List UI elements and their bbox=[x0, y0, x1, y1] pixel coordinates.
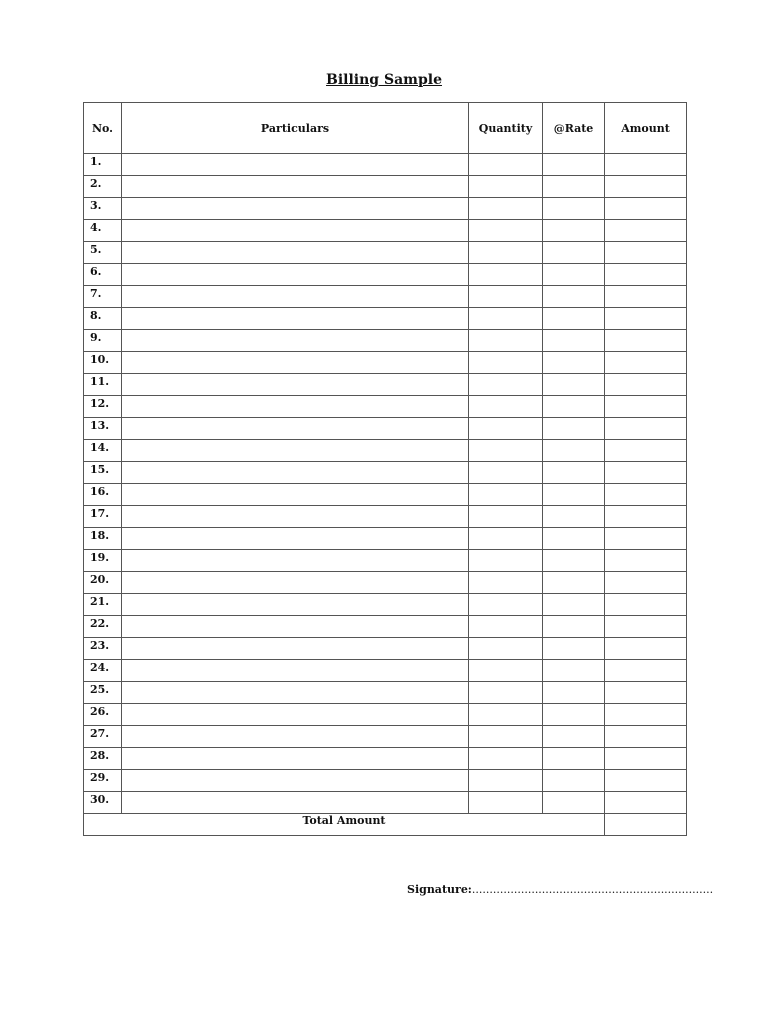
quantity-cell bbox=[469, 198, 543, 220]
rate-cell bbox=[543, 418, 605, 440]
amount-cell bbox=[605, 726, 687, 748]
table-row bbox=[84, 594, 687, 616]
particulars-cell bbox=[122, 528, 469, 550]
quantity-cell bbox=[469, 286, 543, 308]
quantity-cell bbox=[469, 748, 543, 770]
table-row bbox=[84, 264, 687, 286]
particulars-cell bbox=[122, 154, 469, 176]
table-row bbox=[84, 638, 687, 660]
quantity-cell bbox=[469, 352, 543, 374]
particulars-cell bbox=[122, 176, 469, 198]
row-number: 9. bbox=[84, 330, 122, 352]
row-number: 7. bbox=[84, 286, 122, 308]
rate-cell bbox=[543, 286, 605, 308]
amount-cell bbox=[605, 374, 687, 396]
particulars-cell bbox=[122, 308, 469, 330]
rate-cell bbox=[543, 154, 605, 176]
particulars-cell bbox=[122, 572, 469, 594]
quantity-cell bbox=[469, 264, 543, 286]
row-number: 20. bbox=[84, 572, 122, 594]
row-number: 26. bbox=[84, 704, 122, 726]
rate-cell bbox=[543, 484, 605, 506]
signature-dots: ..................................................................... bbox=[471, 883, 714, 896]
quantity-cell bbox=[469, 792, 543, 814]
amount-cell bbox=[605, 704, 687, 726]
amount-cell bbox=[605, 220, 687, 242]
table-row bbox=[84, 770, 687, 792]
amount-cell bbox=[605, 176, 687, 198]
table-row bbox=[84, 220, 687, 242]
particulars-cell bbox=[122, 506, 469, 528]
particulars-cell bbox=[122, 352, 469, 374]
signature-label: Signature: bbox=[407, 883, 472, 896]
quantity-cell bbox=[469, 440, 543, 462]
amount-cell bbox=[605, 484, 687, 506]
particulars-cell bbox=[122, 242, 469, 264]
rate-cell bbox=[543, 506, 605, 528]
table-row bbox=[84, 748, 687, 770]
amount-cell bbox=[605, 616, 687, 638]
rate-cell bbox=[543, 440, 605, 462]
quantity-cell bbox=[469, 462, 543, 484]
table-row bbox=[84, 352, 687, 374]
header-no: No. bbox=[84, 103, 122, 154]
particulars-cell bbox=[122, 264, 469, 286]
quantity-cell bbox=[469, 154, 543, 176]
table-row bbox=[84, 726, 687, 748]
amount-cell bbox=[605, 748, 687, 770]
table-row bbox=[84, 682, 687, 704]
quantity-cell bbox=[469, 770, 543, 792]
table-row bbox=[84, 396, 687, 418]
amount-cell bbox=[605, 638, 687, 660]
rate-cell bbox=[543, 594, 605, 616]
row-number: 16. bbox=[84, 484, 122, 506]
particulars-cell bbox=[122, 770, 469, 792]
amount-cell bbox=[605, 242, 687, 264]
row-number: 13. bbox=[84, 418, 122, 440]
amount-cell bbox=[605, 572, 687, 594]
row-number: 17. bbox=[84, 506, 122, 528]
quantity-cell bbox=[469, 660, 543, 682]
rate-cell bbox=[543, 616, 605, 638]
particulars-cell bbox=[122, 484, 469, 506]
particulars-cell bbox=[122, 440, 469, 462]
particulars-cell bbox=[122, 616, 469, 638]
particulars-cell bbox=[122, 374, 469, 396]
quantity-cell bbox=[469, 704, 543, 726]
row-number: 18. bbox=[84, 528, 122, 550]
amount-cell bbox=[605, 550, 687, 572]
row-number: 23. bbox=[84, 638, 122, 660]
quantity-cell bbox=[469, 484, 543, 506]
rate-cell bbox=[543, 528, 605, 550]
row-number: 8. bbox=[84, 308, 122, 330]
amount-cell bbox=[605, 286, 687, 308]
rate-cell bbox=[543, 550, 605, 572]
total-amount-cell bbox=[605, 814, 687, 836]
rate-cell bbox=[543, 330, 605, 352]
rate-cell bbox=[543, 220, 605, 242]
table-row bbox=[84, 308, 687, 330]
total-amount-label: Total Amount bbox=[84, 814, 605, 836]
particulars-cell bbox=[122, 726, 469, 748]
amount-cell bbox=[605, 440, 687, 462]
particulars-cell bbox=[122, 660, 469, 682]
quantity-cell bbox=[469, 308, 543, 330]
header-quantity: Quantity bbox=[469, 103, 543, 154]
table-row bbox=[84, 660, 687, 682]
table-row bbox=[84, 198, 687, 220]
table-body bbox=[84, 154, 687, 814]
amount-cell bbox=[605, 352, 687, 374]
table-row bbox=[84, 374, 687, 396]
rate-cell bbox=[543, 726, 605, 748]
quantity-cell bbox=[469, 374, 543, 396]
rate-cell bbox=[543, 660, 605, 682]
amount-cell bbox=[605, 462, 687, 484]
header-rate: @Rate bbox=[543, 103, 605, 154]
table-row bbox=[84, 418, 687, 440]
signature-line bbox=[407, 883, 713, 896]
particulars-cell bbox=[122, 418, 469, 440]
table-row bbox=[84, 550, 687, 572]
particulars-cell bbox=[122, 286, 469, 308]
amount-cell bbox=[605, 682, 687, 704]
amount-cell bbox=[605, 792, 687, 814]
row-number: 4. bbox=[84, 220, 122, 242]
row-number: 29. bbox=[84, 770, 122, 792]
billing-table bbox=[83, 102, 687, 836]
row-number: 24. bbox=[84, 660, 122, 682]
rate-cell bbox=[543, 792, 605, 814]
rate-cell bbox=[543, 572, 605, 594]
rate-cell bbox=[543, 682, 605, 704]
particulars-cell bbox=[122, 682, 469, 704]
table-row bbox=[84, 286, 687, 308]
row-number: 2. bbox=[84, 176, 122, 198]
row-number: 25. bbox=[84, 682, 122, 704]
document-title: Billing Sample bbox=[326, 72, 442, 88]
row-number: 30. bbox=[84, 792, 122, 814]
header-amount: Amount bbox=[605, 103, 687, 154]
amount-cell bbox=[605, 418, 687, 440]
table-row bbox=[84, 528, 687, 550]
row-number: 22. bbox=[84, 616, 122, 638]
amount-cell bbox=[605, 594, 687, 616]
table-row bbox=[84, 506, 687, 528]
row-number: 28. bbox=[84, 748, 122, 770]
particulars-cell bbox=[122, 198, 469, 220]
quantity-cell bbox=[469, 594, 543, 616]
quantity-cell bbox=[469, 550, 543, 572]
amount-cell bbox=[605, 330, 687, 352]
table-row bbox=[84, 154, 687, 176]
particulars-cell bbox=[122, 792, 469, 814]
row-number: 21. bbox=[84, 594, 122, 616]
table-row bbox=[84, 484, 687, 506]
row-number: 14. bbox=[84, 440, 122, 462]
quantity-cell bbox=[469, 418, 543, 440]
rate-cell bbox=[543, 770, 605, 792]
quantity-cell bbox=[469, 220, 543, 242]
quantity-cell bbox=[469, 396, 543, 418]
rate-cell bbox=[543, 462, 605, 484]
rate-cell bbox=[543, 638, 605, 660]
amount-cell bbox=[605, 198, 687, 220]
quantity-cell bbox=[469, 572, 543, 594]
table-row bbox=[84, 616, 687, 638]
row-number: 5. bbox=[84, 242, 122, 264]
amount-cell bbox=[605, 264, 687, 286]
amount-cell bbox=[605, 396, 687, 418]
row-number: 1. bbox=[84, 154, 122, 176]
row-number: 11. bbox=[84, 374, 122, 396]
particulars-cell bbox=[122, 594, 469, 616]
rate-cell bbox=[543, 704, 605, 726]
rate-cell bbox=[543, 352, 605, 374]
table-row bbox=[84, 242, 687, 264]
total-row bbox=[84, 814, 687, 836]
rate-cell bbox=[543, 308, 605, 330]
table-row bbox=[84, 176, 687, 198]
amount-cell bbox=[605, 770, 687, 792]
particulars-cell bbox=[122, 550, 469, 572]
rate-cell bbox=[543, 374, 605, 396]
rate-cell bbox=[543, 242, 605, 264]
particulars-cell bbox=[122, 396, 469, 418]
quantity-cell bbox=[469, 616, 543, 638]
table-row bbox=[84, 462, 687, 484]
table-row bbox=[84, 572, 687, 594]
quantity-cell bbox=[469, 242, 543, 264]
table-row bbox=[84, 440, 687, 462]
quantity-cell bbox=[469, 506, 543, 528]
row-number: 12. bbox=[84, 396, 122, 418]
amount-cell bbox=[605, 154, 687, 176]
rate-cell bbox=[543, 176, 605, 198]
particulars-cell bbox=[122, 748, 469, 770]
amount-cell bbox=[605, 660, 687, 682]
row-number: 15. bbox=[84, 462, 122, 484]
header-particulars: Particulars bbox=[122, 103, 469, 154]
quantity-cell bbox=[469, 726, 543, 748]
table-row bbox=[84, 792, 687, 814]
rate-cell bbox=[543, 748, 605, 770]
table-header-row bbox=[84, 103, 687, 154]
quantity-cell bbox=[469, 528, 543, 550]
table-row bbox=[84, 704, 687, 726]
particulars-cell bbox=[122, 638, 469, 660]
particulars-cell bbox=[122, 220, 469, 242]
rate-cell bbox=[543, 264, 605, 286]
particulars-cell bbox=[122, 704, 469, 726]
amount-cell bbox=[605, 506, 687, 528]
particulars-cell bbox=[122, 462, 469, 484]
row-number: 19. bbox=[84, 550, 122, 572]
amount-cell bbox=[605, 308, 687, 330]
table-row bbox=[84, 330, 687, 352]
row-number: 6. bbox=[84, 264, 122, 286]
row-number: 27. bbox=[84, 726, 122, 748]
quantity-cell bbox=[469, 682, 543, 704]
amount-cell bbox=[605, 528, 687, 550]
row-number: 3. bbox=[84, 198, 122, 220]
quantity-cell bbox=[469, 176, 543, 198]
quantity-cell bbox=[469, 638, 543, 660]
row-number: 10. bbox=[84, 352, 122, 374]
particulars-cell bbox=[122, 330, 469, 352]
quantity-cell bbox=[469, 330, 543, 352]
rate-cell bbox=[543, 396, 605, 418]
rate-cell bbox=[543, 198, 605, 220]
